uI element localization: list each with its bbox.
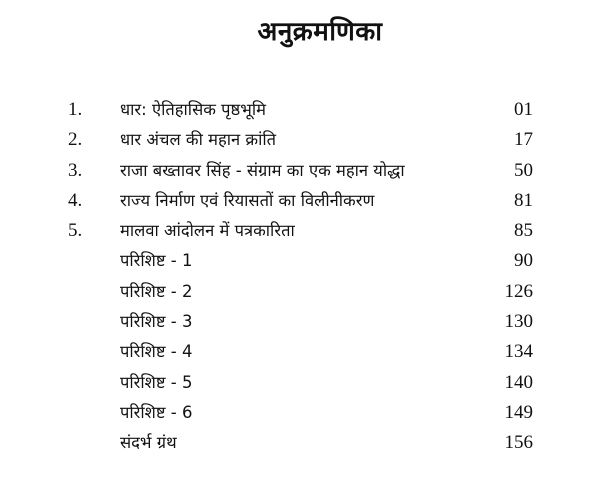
table-of-contents <box>0 95 600 459</box>
toc-entry <box>0 156 600 186</box>
entry-page-number: 85 <box>514 220 533 242</box>
toc-entry-appendix <box>0 398 600 428</box>
entry-page-number: 134 <box>504 341 533 363</box>
toc-entry-bibliography <box>0 428 600 458</box>
toc-entry <box>0 186 600 216</box>
entry-title: मालवा आंदोलन में पत्रकारिता <box>120 221 295 241</box>
entry-page-number: 130 <box>504 311 533 333</box>
entry-number: 3. <box>68 159 83 181</box>
entry-title: धार: ऐतिहासिक पृष्ठभूमि <box>120 100 266 119</box>
entry-title: राज्य निर्माण एवं रियासतों का विलीनीकरण <box>120 190 375 210</box>
entry-page-number: 01 <box>514 99 533 120</box>
entry-page-number: 126 <box>504 280 533 302</box>
entry-number: 2. <box>68 129 83 151</box>
toc-entry-appendix <box>0 368 600 398</box>
entry-page-number: 149 <box>504 401 533 423</box>
toc-entry-appendix <box>0 277 600 307</box>
entry-title: संदर्भ ग्रंथ <box>120 433 177 453</box>
toc-entry <box>0 125 600 155</box>
entry-title: परिशिष्ट - 5 <box>120 372 193 392</box>
toc-entry-appendix <box>0 307 600 337</box>
toc-entry <box>0 216 600 246</box>
entry-number: 5. <box>68 220 83 242</box>
toc-entry-appendix <box>0 246 600 276</box>
entry-page-number: 90 <box>514 250 533 272</box>
entry-title: परिशिष्ट - 2 <box>120 281 193 301</box>
entry-page-number: 50 <box>514 159 533 181</box>
entry-title: परिशिष्ट - 3 <box>120 312 193 332</box>
page-title: अनुक्रमणिका <box>257 17 383 47</box>
toc-entry <box>0 95 600 125</box>
entry-title: राजा बख्तावर सिंह - संग्राम का एक महान योद्धा <box>120 160 405 180</box>
toc-entry-appendix <box>0 337 600 367</box>
entry-title: परिशिष्ट - 1 <box>120 251 193 271</box>
entry-title: परिशिष्ट - 4 <box>120 342 193 362</box>
entry-title: परिशिष्ट - 6 <box>120 402 193 422</box>
entry-number: 1. <box>68 99 83 120</box>
entry-page-number: 81 <box>514 189 533 211</box>
entry-page-number: 17 <box>514 129 533 151</box>
entry-page-number: 156 <box>504 432 533 454</box>
entry-title: धार अंचल की महान क्रांति <box>120 130 277 150</box>
entry-page-number: 140 <box>504 371 533 393</box>
entry-number: 4. <box>68 189 83 211</box>
